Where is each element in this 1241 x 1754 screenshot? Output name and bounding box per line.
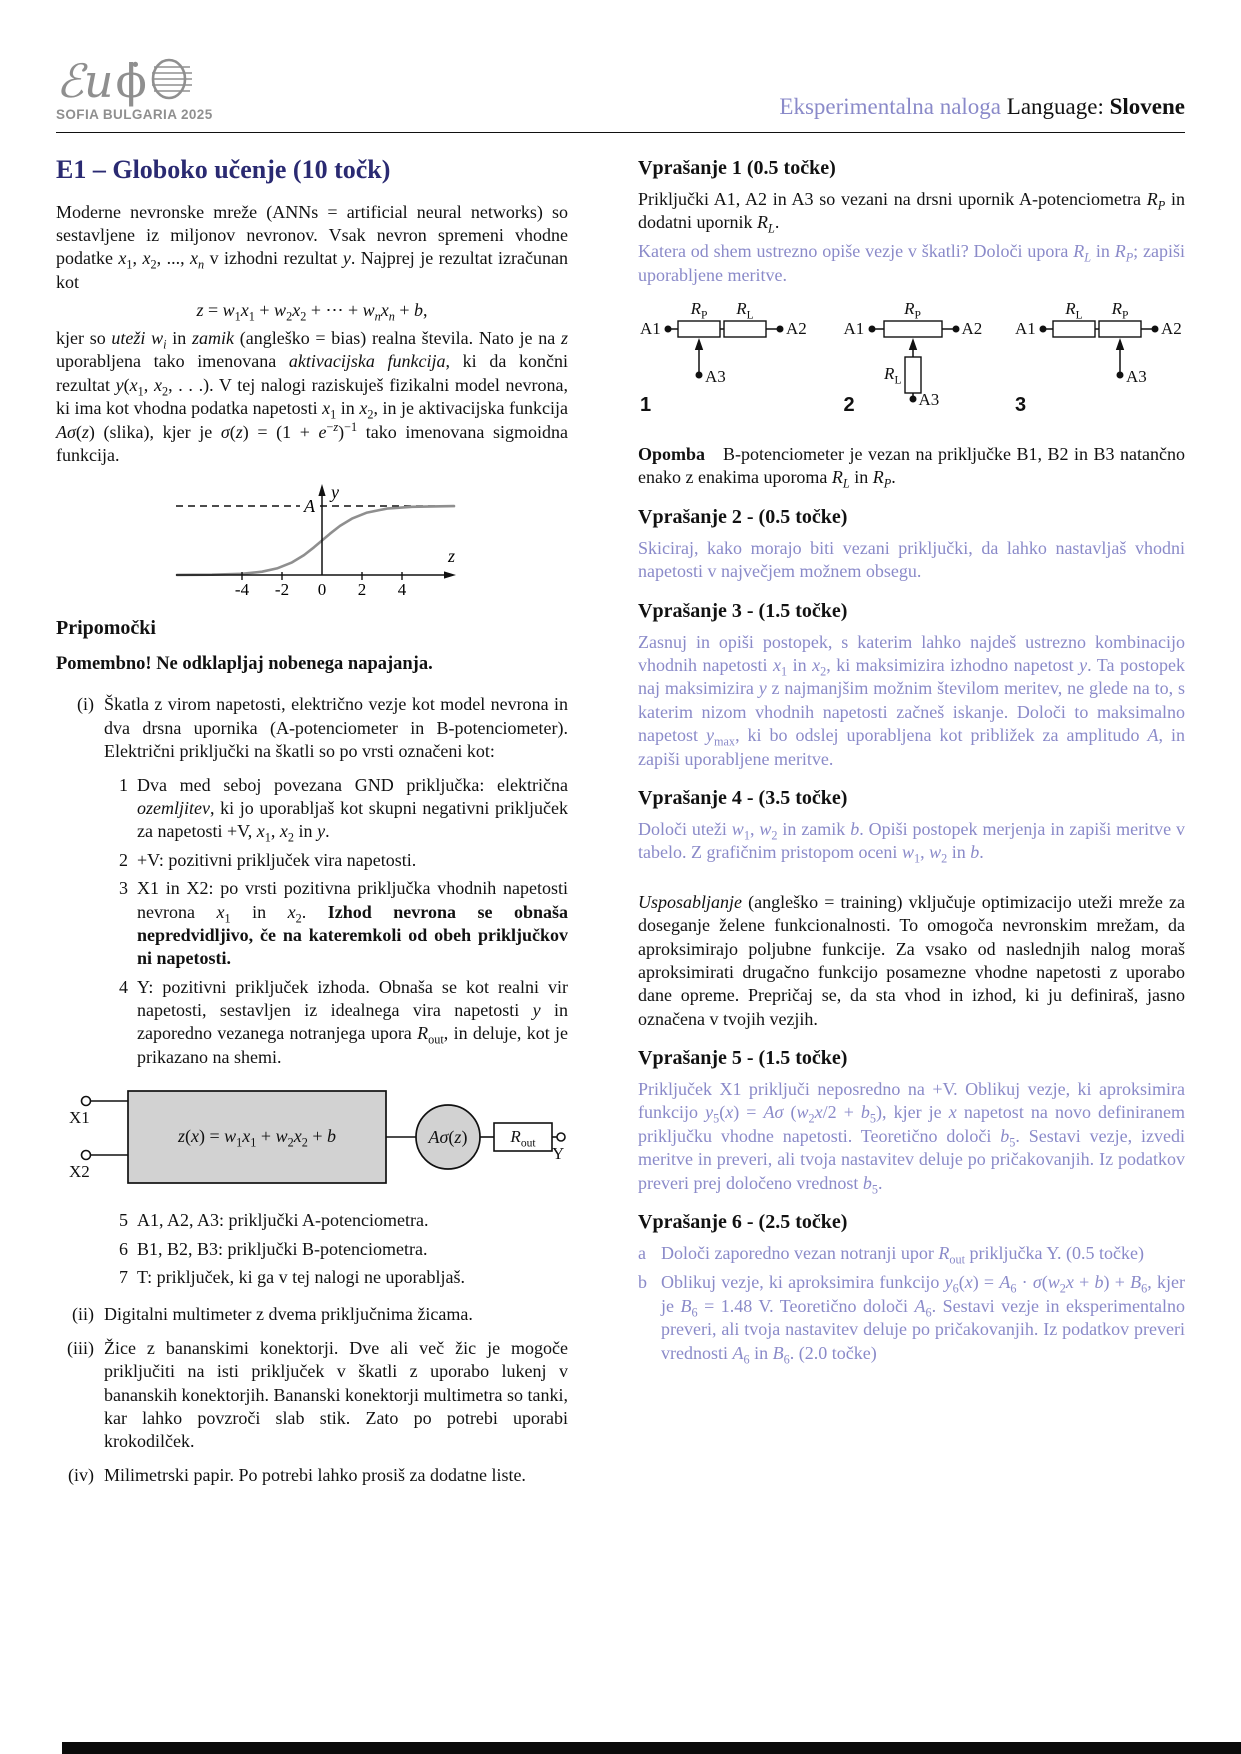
rl-label: $R_L$ [884,364,902,387]
equipment-item-ii [56,1303,568,1326]
circuit-option-2 [826,299,998,427]
terminal-item [114,1209,568,1232]
terminal-item [114,849,568,872]
terminal-a1-label: A1 [640,319,661,339]
question-1-intro: Priključki A1, A2 in A3 so vezani na drsni upornik A-potenciometra $R_P$ in dodatni upornik $R_L$. [638,188,1185,236]
terminal-x2-node [82,1151,91,1160]
terminal-number: 7 [119,1267,128,1288]
resistor-rl [724,321,766,337]
node [696,372,703,379]
question-6-item-b [638,1271,1185,1365]
activation-label: Aσ(z) [428,1127,468,1148]
warning-text: Pomembno! Ne odklapljaj nobenega napajanja. [56,654,433,675]
eupho-logo-mark [56,46,213,108]
circuit-options [638,299,1185,427]
amplitude-label: A [304,496,315,517]
logo-phi-glyph: ϕ̇ [115,54,147,108]
terminal-a3-label: A3 [705,367,726,387]
terminal-text: A1, A2, A3: priključki A-potenciometra. [137,1210,429,1231]
terminal-number: 3 [119,878,128,899]
terminal-text: T: priključek, ki ga v tej nalogi ne uporabljaš. [137,1267,466,1288]
y-axis-label: y [331,482,339,503]
note-paragraph: Opomba B-potenciometer je vezan na priključke B1, B2 in B3 natančno enako z enakima uporoma $R_L$ in $R_P$. [638,444,1185,492]
logo-script-eu: ℰu [56,54,114,108]
doc-type-label: Eksperimentalna naloga [779,93,1002,119]
y-axis-arrow [318,484,325,496]
tick-label: 4 [397,580,407,598]
language-label: Language: [1006,93,1104,119]
resistor-rp [1099,321,1141,337]
terminal-item [114,877,568,971]
terminal-a1-label: A1 [1015,319,1036,339]
question-3-heading: Vprašanje 3 - (1.5 točke) [638,599,848,622]
equipment-item-iv [56,1464,568,1487]
node [1117,372,1124,379]
item-text: Milimetrski papir. Po potrebi lahko prosiš za dodatne liste. [104,1464,526,1485]
terminal-text: B1, B2, B3: priključki B-potenciometra. [137,1238,428,1259]
terminal-list-1 [114,774,568,1070]
x-axis-label: z [447,546,455,567]
terminal-x1-node [82,1097,91,1106]
item-marker: (iii) [67,1337,94,1358]
circuit-option-1 [638,299,810,427]
question-1-task: Katera od shem ustrezno opiše vezje v škatli? Določi upora $R_L$ in $R_P$; zapiši uporabljene meritve. [638,241,1185,285]
tick-label: 0 [317,580,327,598]
question-1-heading: Vprašanje 1 (0.5 točke) [638,156,836,179]
item-text: Žice z bananskimi konektorji. Dve ali več žic je mogoče priključiti na isti priključek v škatli z uporabo lukenj v bananskih konektorjih. Bananski konektorji multimetra so tanki, kar lahko povzroči slab stik. Zato po potrebi uporabi krokodilček. [104,1337,568,1452]
resistor-rp [884,321,942,337]
item-marker: (iv) [68,1464,94,1485]
item-text: Digitalni multimeter z dvema priključnima žicama. [104,1304,473,1325]
terminal-text: X1 in X2: po vrsti pozitivna priključka vhodnih napetosti nevrona $x_1$ in $x_2$. Izhod nevrona se obnaša nepredvidljivo, če na kateremkoli od obeh priključkov ni napetosti. [137,878,568,969]
equipment-item-iii [56,1337,568,1454]
question-4-task: Določi uteži $w_1$, $w_2$ in zamik b. Opiši postopek merjenja in zapiši meritve v tabelo. Z grafičnim pristopom oceni $w_1$, $w_2$ in b. [638,818,1186,866]
question-2-heading: Vprašanje 2 - (0.5 točke) [638,505,848,528]
neuron-sum-formula: $z = w_1x_1 + w_2x_2$ + ⋯ + $w_nx_n + b$, [196,300,428,324]
question-4-heading: Vprašanje 4 - (3.5 točke) [638,786,848,809]
rout-label: $R_{out}$ [510,1127,536,1150]
terminal-item [114,1238,568,1261]
equipment-heading: Pripomočki [56,617,156,640]
question-5-heading: Vprašanje 5 - (1.5 točke) [638,1047,848,1070]
node [952,326,959,333]
question-6-item-a [638,1242,1185,1265]
tick-label: 2 [357,580,367,598]
left-column [56,137,568,1498]
circuit-number: 2 [843,394,855,417]
rp-label: $R_P$ [690,299,708,322]
terminal-item [114,976,568,1070]
terminal-y-node [557,1133,565,1141]
resistor-rl [1053,321,1095,337]
subitem-marker: a [638,1243,646,1264]
circuit-option-3 [1013,299,1185,427]
header-meta [779,94,1185,122]
terminal-a1-label: A1 [843,319,865,339]
x-axis-arrow [444,572,456,579]
item-marker: (ii) [72,1304,94,1325]
terminal-number: 1 [119,774,128,795]
resistor-rl-vertical [905,357,921,393]
terminal-a3-label: A3 [1126,367,1147,387]
logo-subtext: SOFIA BULGARIA 2025 [56,107,213,122]
item-text: Škatla z virom napetosti, električno vezje kot model nevrona in dva drsna upornika (A-potenciometer in B-potenciometer). Električni priključki na škatli so po vrsti označeni kot: [104,694,568,762]
training-paragraph: Usposabljanje (angleško = training) vključuje optimizacijo uteži mreže za doseganje želene funkcionalnosti. To omogoča nevronskim mrežam, da aproksimirajo poljubne funkcije. Za vsako od naslednjih nalog moraš aproksimirati drugačno funkcijo posamezne vhodne napetosti z uporabo dane opreme. Prepričaj se, da sta vhod in izhod, ki ju definiraš, jasno označena v tvojih vezjih. [638,891,1185,1029]
terminal-item [114,774,568,844]
node [1152,326,1159,333]
question-2-task: Skiciraj, kako morajo biti vezani priključki, da lahko nastavljaš vhodni napetosti v največjem možnem obsegu. [638,537,1185,582]
eupho-logo [56,46,213,122]
terminal-a3-label: A3 [918,390,940,410]
subitem-text: Določi zaporedno vezan notranji upor $R_{out}$ priključka Y. (0.5 točke) [661,1243,1145,1267]
weighted-sum-formula: $z(x) = w_1x_1 + w_2x_2 + b$ [177,1126,336,1150]
intro-paragraph-1: Moderne nevronske mreže (ANNs = artificial neural networks) so sestavljene iz miljonov nevronov. Vsak nevron spremeni vhodne podatke $x_1$, $x_2$, ..., $x_n$ v izhodni rezultat y. Najprej je rezultat izračunan kot [56,201,569,292]
page-bottom-bar [62,1742,1241,1754]
terminal-number: 6 [119,1238,128,1259]
rl-label: $R_L$ [1065,299,1083,322]
neuron-model-diagram [56,1079,566,1201]
terminal-a2-label: A2 [1161,319,1182,339]
rl-label: $R_L$ [736,299,754,322]
terminal-a2-label: A2 [786,319,807,339]
terminal-text: +V: pozitivni priključek vira napetosti. [137,849,417,870]
terminal-number: 4 [119,976,128,997]
sigmoid-curve [177,507,454,576]
terminal-list-2 [114,1209,568,1289]
rp-label: $R_P$ [1111,299,1129,322]
node [777,326,784,333]
tick-label: -2 [274,580,290,598]
equipment-item-i [56,693,568,763]
x2-terminal-label: X2 [69,1162,90,1182]
question-6-heading: Vprašanje 6 - (2.5 točke) [638,1211,848,1234]
item-marker: (i) [77,694,94,715]
sigmoid-figure [162,475,462,597]
sigmoid-plot [162,475,462,597]
terminal-a2-label: A2 [961,319,983,339]
terminal-item [114,1266,568,1289]
circuit-number: 1 [640,394,652,417]
terminal-text: Y: pozitivni priključek izhoda. Obnaša se kot realni vir napetosti, sestavljen iz idealnega vira napetosti y in zaporedno vezanega notranjega upora $R_{out}$, in deluje, kot je prikazano na shemi. [137,976,568,1067]
terminal-number: 5 [119,1210,128,1231]
y-terminal-label: Y [552,1144,565,1164]
header [0,0,1241,122]
subitem-text: Oblikuj vezje, ki aproksimira funkcijo $y_6(x) = A_6 \cdot \sigma(w_2x + b) + B_6$, kjer je $B_6 = 1.48$ V. Teoretično določi $A_6$. Sestavi vezje in eksperimentalno preveri, ali tvoja nastavitev deluje po pričakovanjih. Iz podatkov preveri vrednosti $A_6$ in $B_6$. (2.0 točke) [661,1272,1185,1367]
intro-paragraph-2: kjer so uteži $w_i$ in zamik (angleško = bias) realna števila. Nato je na z uporabljena tako imenovana aktivacijska funkcija, ki da končni rezultat $y(x_1$, $x_2$, . . .). V tej nalogi raziskuješ fizikalni model nevrona, ki ima kot vhodna podatka napetosti $x_1$ in $x_2$, in je aktivacijska funkcija Aσ(z) (slika), kjer je $\sigma(z) = (1 + e^{-z})^{-1}$ tako imenovana sigmoidna funkcija. [56,328,568,466]
node [909,396,916,403]
right-column [638,137,1185,1498]
x1-terminal-label: X1 [69,1108,90,1128]
resistor-rp [678,321,720,337]
two-column-body [0,133,1241,1498]
task-title: E1 – Globoko učenje (10 točk) [56,154,391,184]
logo-globe-icon [149,55,193,101]
subitem-marker: b [638,1272,647,1293]
terminal-number: 2 [119,849,128,870]
terminal-text: Dva med seboj povezana GND priključka: električna ozemljitev, ki jo uporabljaš kot skupni negativni priključek za napetosti +V, $x_1$, $x_2$ in y. [137,774,568,845]
tick-label: -4 [234,580,250,598]
language-value: Slovene [1109,93,1185,119]
rp-label: $R_P$ [904,299,921,322]
question-5-task: Priključek X1 priključi neposredno na +V. Oblikuj vezje, ki aproksimira funkcijo $y_5(x) = A\sigma$ $(w_2x/2 + b_5)$, kjer je x napetost na novo definiranem priključku vhodne napetosti. Teoretično določi $b_5$. Sestavi vezje, izvedi meritve in preveri, ali tvoja nastavitev deluje po pričakovanjih. Iz podatkov preveri prej določeno vrednost $b_5$. [638,1079,1185,1197]
question-3-task: Zasnuj in opiši postopek, s katerim lahko najdeš ustrezno kombinacijo vhodnih napetosti $x_1$ in $x_2$, ki maksimizira izhodno napetost y. Ta postopek naj maksimizira y z najmanjšim možnim številom meritev, ne glede na to, s katerim nizom vhodnih napetosti začneš iskanje. Določi to maksimalno napetost $y_{max}$, ki bo odslej uporabljena kot približek za amplitudo A, in zapiši uporabljene meritve. [638,631,1185,769]
circuit-number: 3 [1015,394,1027,417]
